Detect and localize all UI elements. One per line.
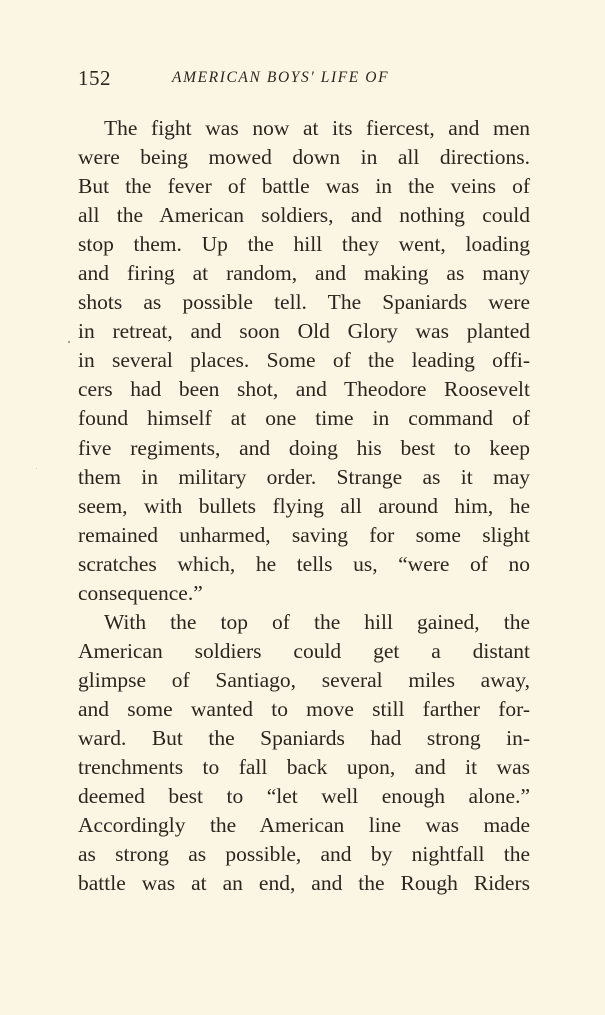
page-header (78, 66, 530, 90)
text-line: cers had been shot, and Theodore Roosevelt (78, 377, 530, 402)
text-line: five regiments, and doing his best to keep (78, 435, 530, 460)
text-line: them in military order. Strange as it may (78, 464, 530, 489)
text-line: as strong as possible, and by nightfall the (78, 842, 530, 867)
text-line: American soldiers could get a distant (78, 638, 530, 663)
text-line: ward. But the Spaniards had strong in- (78, 725, 530, 750)
text-line: in several places. Some of the leading offi- (78, 348, 530, 373)
text-line: The fight was now at its fiercest, and men (104, 116, 530, 140)
text-line: remained unharmed, saving for some slight (78, 522, 530, 547)
text-line: But the fever of battle was in the veins of (78, 174, 530, 199)
running-title: AMERICAN BOYS' LIFE OF (172, 69, 390, 86)
paper-speck (36, 468, 37, 469)
text-line: found himself at one time in command of (78, 406, 530, 431)
text-line: and firing at random, and making as many (78, 261, 530, 286)
text-line: deemed best to “let well enough alone.” (78, 784, 530, 809)
text-line: in retreat, and soon Old Glory was planted (78, 319, 530, 344)
text-line: glimpse of Santiago, several miles away, (78, 667, 530, 692)
text-line: Accordingly the American line was made (78, 813, 530, 838)
text-line: seem, with bullets flying all around him, he (78, 493, 530, 518)
text-line: were being mowed down in all directions. (78, 145, 530, 170)
text-line: all the American soldiers, and nothing could (78, 203, 530, 228)
text-line: With the top of the hill gained, the (104, 609, 530, 634)
text-line: scratches which, he tells us, “were of no (78, 551, 530, 576)
text-line: trenchments to fall back upon, and it was (78, 755, 530, 780)
text-line: consequence.” (78, 580, 203, 605)
paper-speck (68, 341, 70, 343)
body-text (78, 114, 530, 898)
text-line: battle was at an end, and the Rough Riders (78, 871, 530, 896)
text-line: shots as possible tell. The Spaniards were (78, 290, 530, 315)
page-number: 152 (78, 66, 111, 90)
text-line: stop them. Up the hill they went, loading (78, 232, 530, 257)
text-line: and some wanted to move still farther for- (78, 696, 530, 721)
